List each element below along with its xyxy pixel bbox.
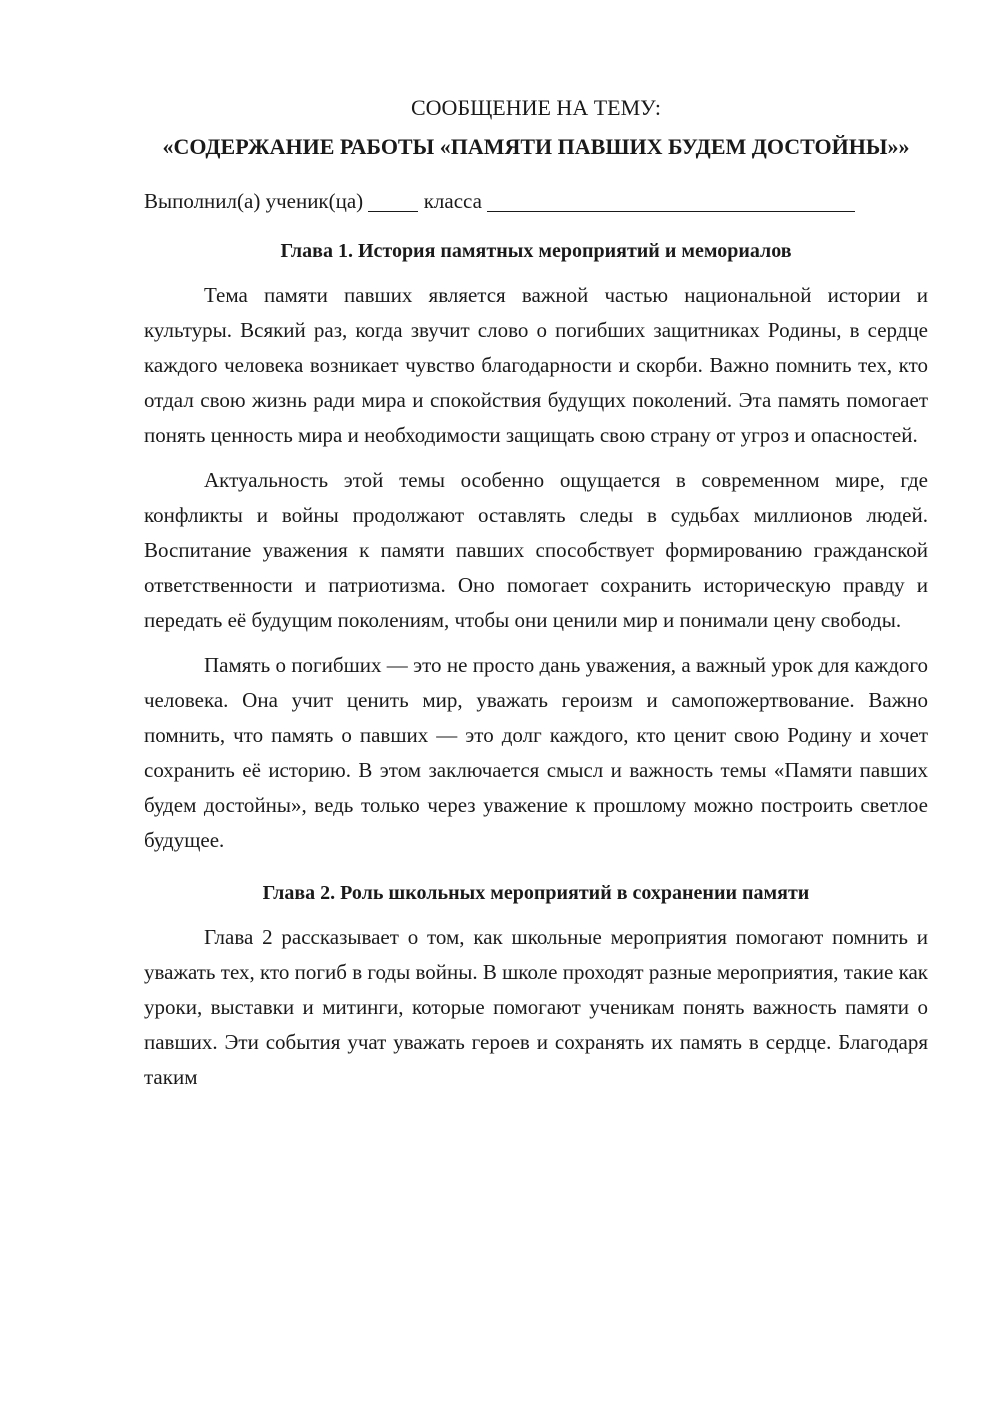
student-line (144, 186, 928, 216)
class-label: класса (423, 189, 482, 213)
document-title: «СОДЕРЖАНИЕ РАБОТЫ «ПАМЯТИ ПАВШИХ БУДЕМ ДОСТОЙНЫ»» (162, 134, 910, 159)
student-prefix: Выполнил(а) ученик(ца) (144, 189, 364, 213)
document-subtitle: СООБЩЕНИЕ НА ТЕМУ: (411, 95, 661, 120)
chapter-2-paragraph-1: Глава 2 рассказывает о том, как школьные мероприятия помогают помнить и уважать тех, кто погиб в годы войны. В школе проходят разные мероприятия, такие как уроки, выставки и митинги, которые помогают ученикам понять важность памяти о павших. Эти события учат уважать героев и сохранять их память в сердце. Благодаря таким (144, 925, 928, 1089)
chapter-1-paragraph-2: Актуальность этой темы особенно ощущается в современном мире, где конфликты и войны продолжают оставлять следы в судьбах миллионов людей. Воспитание уважения к памяти павших способствует формированию гражданской ответственности и патриотизма. Оно помогает сохранить историческую правду и передать её будущим поколениям, чтобы они ценили мир и понимали цену свободы. (144, 468, 928, 632)
student-name-blank (487, 189, 855, 212)
chapter-1-paragraph-1: Тема памяти павших является важной частью национальной истории и культуры. Всякий раз, когда звучит слово о погибших защитниках Родины, в сердце каждого человека возникает чувство благодарности и скорби. Важно помнить тех, кто отдал свою жизнь ради мира и спокойствия будущих поколений. Эта память помогает понять ценность мира и необходимости защищать свою страну от угроз и опасностей. (144, 283, 928, 447)
chapter-2-title: Глава 2. Роль школьных мероприятий в сохранении памяти (262, 882, 810, 904)
class-number-blank (368, 189, 418, 212)
document-page (144, 90, 928, 1095)
chapter-1-title: Глава 1. История памятных мероприятий и мемориалов (280, 240, 792, 262)
chapter-1-paragraph-3: Память о погибших — это не просто дань уважения, а важный урок для каждого человека. Она учит ценить мир, уважать героизм и самопожертвование. Важно помнить, что память о павших — это долг каждого, кто ценит свою Родину и хочет сохранить её историю. В этом заключается смысл и важность темы «Памяти павших будем достойны», ведь только через уважение к прошлому можно построить светлое будущее. (144, 653, 928, 852)
